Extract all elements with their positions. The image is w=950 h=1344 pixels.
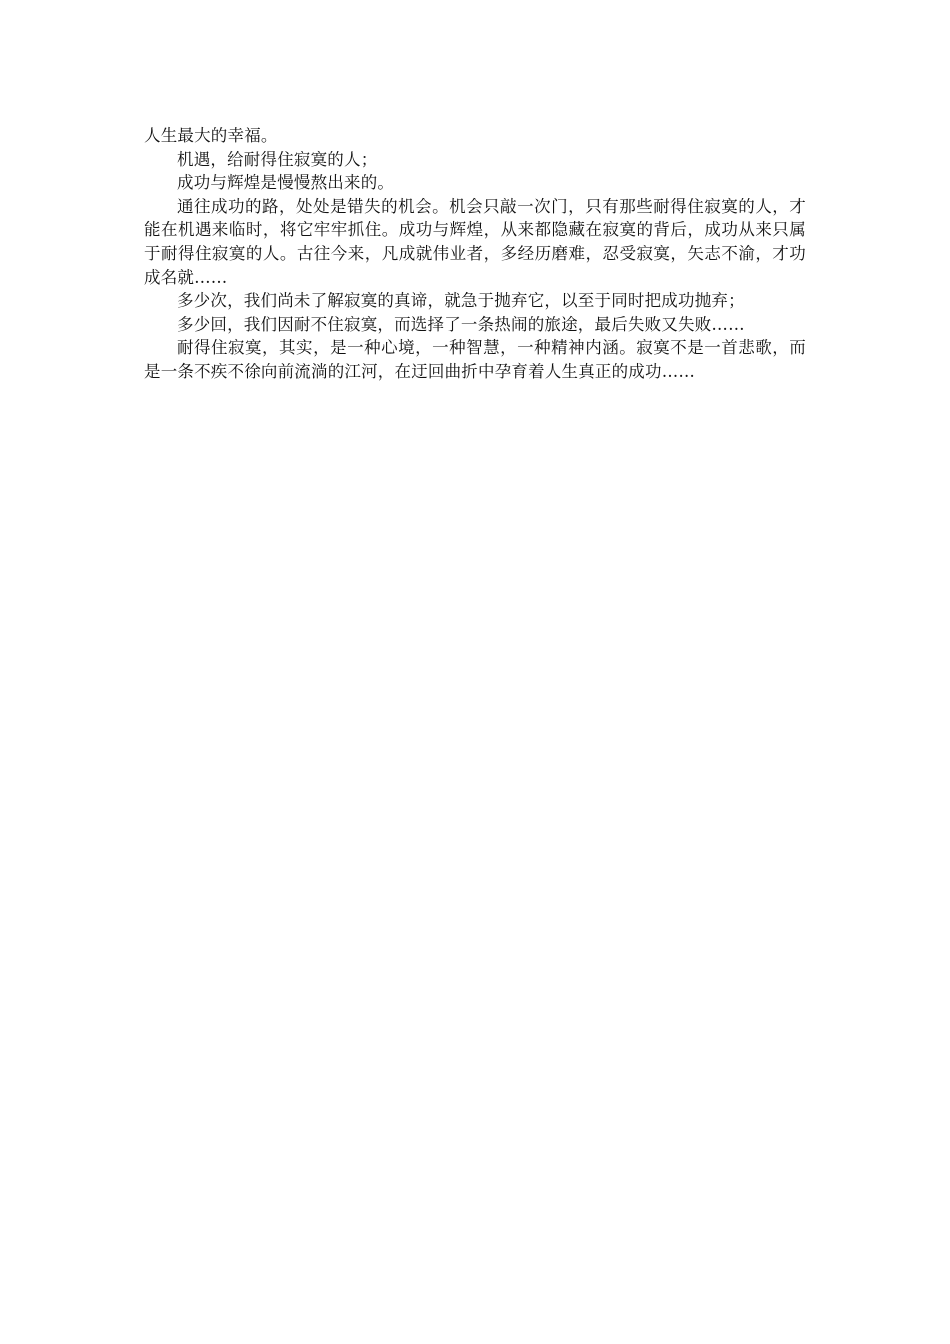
paragraph-4: 通往成功的路，处处是错失的机会。机会只敲一次门，只有那些耐得住寂寞的人，才能在机遇来临时，将它牢牢抓住。成功与辉煌，从来都隐藏在寂寞的背后，成功从来只属于耐得住寂寞的人。古往今来，凡成就伟业者，多经历磨难，忍受寂寞，矢志不渝，才功成名就…… [144,196,806,287]
paragraph-6: 多少回，我们因耐不住寂寞，而选择了一条热闹的旅途，最后失败又失败…… [177,314,745,334]
paragraph-7: 耐得住寂寞，其实，是一种心境，一种智慧，一种精神内涵。寂寞不是一首悲歌，而是一条不疾不徐向前流淌的江河，在迂回曲折中孕育着人生真正的成功…… [144,338,806,381]
paragraph-1: 人生最大的幸福。 [144,126,278,145]
paragraph-2: 机遇，给耐得住寂寞的人； [177,149,378,169]
paragraph-5: 多少次，我们尚未了解寂寞的真谛，就急于抛弃它，以至于同时把成功抛弃； [177,291,745,311]
document-body [144,124,806,384]
paragraph-3: 成功与辉煌是慢慢熬出来的。 [177,173,395,193]
